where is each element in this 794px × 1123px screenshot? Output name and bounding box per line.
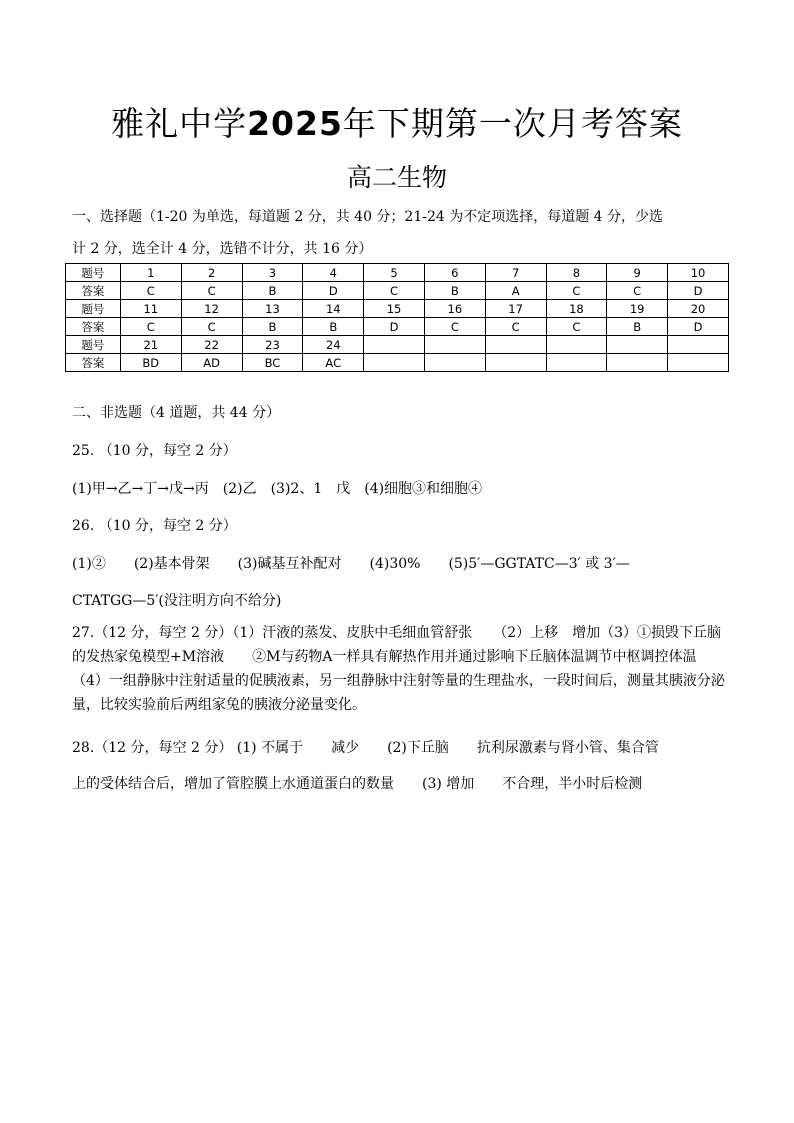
table-cell: C [607,282,668,300]
table-cell: 4 [303,264,364,282]
table-row [66,336,729,354]
table-cell: 17 [485,300,546,318]
table-cell-empty [546,336,607,354]
section1-intro-line1: 一、选择题（1-20 为单选，每道题 2 分，共 40 分；21-24 为不定项选择，每道题 4 分，少选 [72,209,664,225]
table-cell: C [546,318,607,336]
table-cell: 23 [242,336,303,354]
table-row-label: 题号 [66,264,121,282]
table-cell: B [607,318,668,336]
q27-answer: 27.（12 分，每空 2 分）（1）汗液的蒸发、皮肤中毛细血管舒张 （2）上移 增加（3）①损毁下丘脑的发热家兔模型+M溶液 ②M与药物A一样具有解热作用并通过影响下丘脑体温调节中枢调控体温 （4）一组静脉中注射适量的促胰液素，另一组静脉中注射等量的生理盐水，一段时间后，测量其胰液分泌量，比较实验前后两组家兔的胰液分泌量变化。 [72,625,725,713]
table-cell: B [303,318,364,336]
table-row-label: 答案 [66,318,121,336]
table-cell: B [242,318,303,336]
table-cell: 21 [120,336,181,354]
table-cell: AD [181,354,242,372]
title-school: 雅礼中学 [111,104,248,143]
table-cell: 14 [303,300,364,318]
section1-intro-line2: 计 2 分，选全计 4 分，选错不计分，共 16 分） [72,241,373,257]
table-cell: D [364,318,425,336]
table-cell: 24 [303,336,364,354]
table-cell: C [181,318,242,336]
table-cell: AC [303,354,364,372]
table-cell: 9 [607,264,668,282]
table-cell: D [668,282,729,300]
table-cell: D [668,318,729,336]
table-cell: B [242,282,303,300]
table-cell-empty [424,354,485,372]
table-cell-empty [485,336,546,354]
table-cell: 7 [485,264,546,282]
q25-answer: (1)甲→乙→丁→戊→丙 (2)乙 (3)2、1 戊 (4)细胞③和细胞④ [72,481,483,497]
table-row-label: 答案 [66,354,121,372]
title-year: 2025 [247,104,343,143]
section2-intro: 二、非选题（4 道题，共 44 分） [72,405,281,421]
table-cell: C [120,282,181,300]
table-cell: C [424,318,485,336]
table-cell-empty [607,336,668,354]
table-cell: 13 [242,300,303,318]
table-cell: 10 [668,264,729,282]
table-cell: C [485,318,546,336]
table-cell-empty [364,336,425,354]
answer-table [65,263,729,372]
table-cell: 20 [668,300,729,318]
table-cell-empty [485,354,546,372]
q26-answer-line2: CTATGG—5′(没注明方向不给分) [72,593,282,609]
q28-answer-line1: 28.（12 分，每空 2 分） (1) 不属于 减少 (2)下丘脑 抗利尿激素与肾小管、集合管 [72,740,659,756]
table-cell: C [120,318,181,336]
table-cell: 6 [424,264,485,282]
q28-answer-line2: 上的受体结合后，增加了管腔膜上水通道蛋白的数量 (3) 增加 不合理，半小时后检测 [72,776,643,792]
table-row [66,282,729,300]
table-cell: 12 [181,300,242,318]
table-cell: D [303,282,364,300]
table-cell: BC [242,354,303,372]
table-cell: 8 [546,264,607,282]
table-row [66,264,729,282]
table-cell: 2 [181,264,242,282]
table-row-label: 答案 [66,282,121,300]
table-cell: 15 [364,300,425,318]
table-cell-empty [668,336,729,354]
table-row [66,318,729,336]
table-cell: 3 [242,264,303,282]
table-cell: C [181,282,242,300]
q26-answer-line1: (1)② (2)基本骨架 (3)碱基互补配对 (4)30% (5)5′—GGTATC—3′ 或 3′— [72,556,630,572]
table-cell-empty [546,354,607,372]
table-cell: A [485,282,546,300]
table-cell-empty [668,354,729,372]
table-cell: 22 [181,336,242,354]
table-cell-empty [364,354,425,372]
table-cell-empty [607,354,668,372]
q25-heading: 25. （10 分，每空 2 分） [72,443,237,459]
table-cell: 11 [120,300,181,318]
table-cell: 18 [546,300,607,318]
subject-subtitle: 高二生物 [346,163,447,192]
table-row [66,354,729,372]
title-rest: 年下期第一次月考答案 [342,104,683,143]
table-row-label: 题号 [66,336,121,354]
table-cell: B [424,282,485,300]
table-cell-empty [424,336,485,354]
table-row [66,300,729,318]
q26-heading: 26. （10 分，每空 2 分） [72,518,237,534]
table-cell: C [364,282,425,300]
table-cell: C [546,282,607,300]
table-cell: BD [120,354,181,372]
table-cell: 5 [364,264,425,282]
table-cell: 19 [607,300,668,318]
page-title [0,100,794,148]
table-cell: 1 [120,264,181,282]
table-row-label: 题号 [66,300,121,318]
table-cell: 16 [424,300,485,318]
